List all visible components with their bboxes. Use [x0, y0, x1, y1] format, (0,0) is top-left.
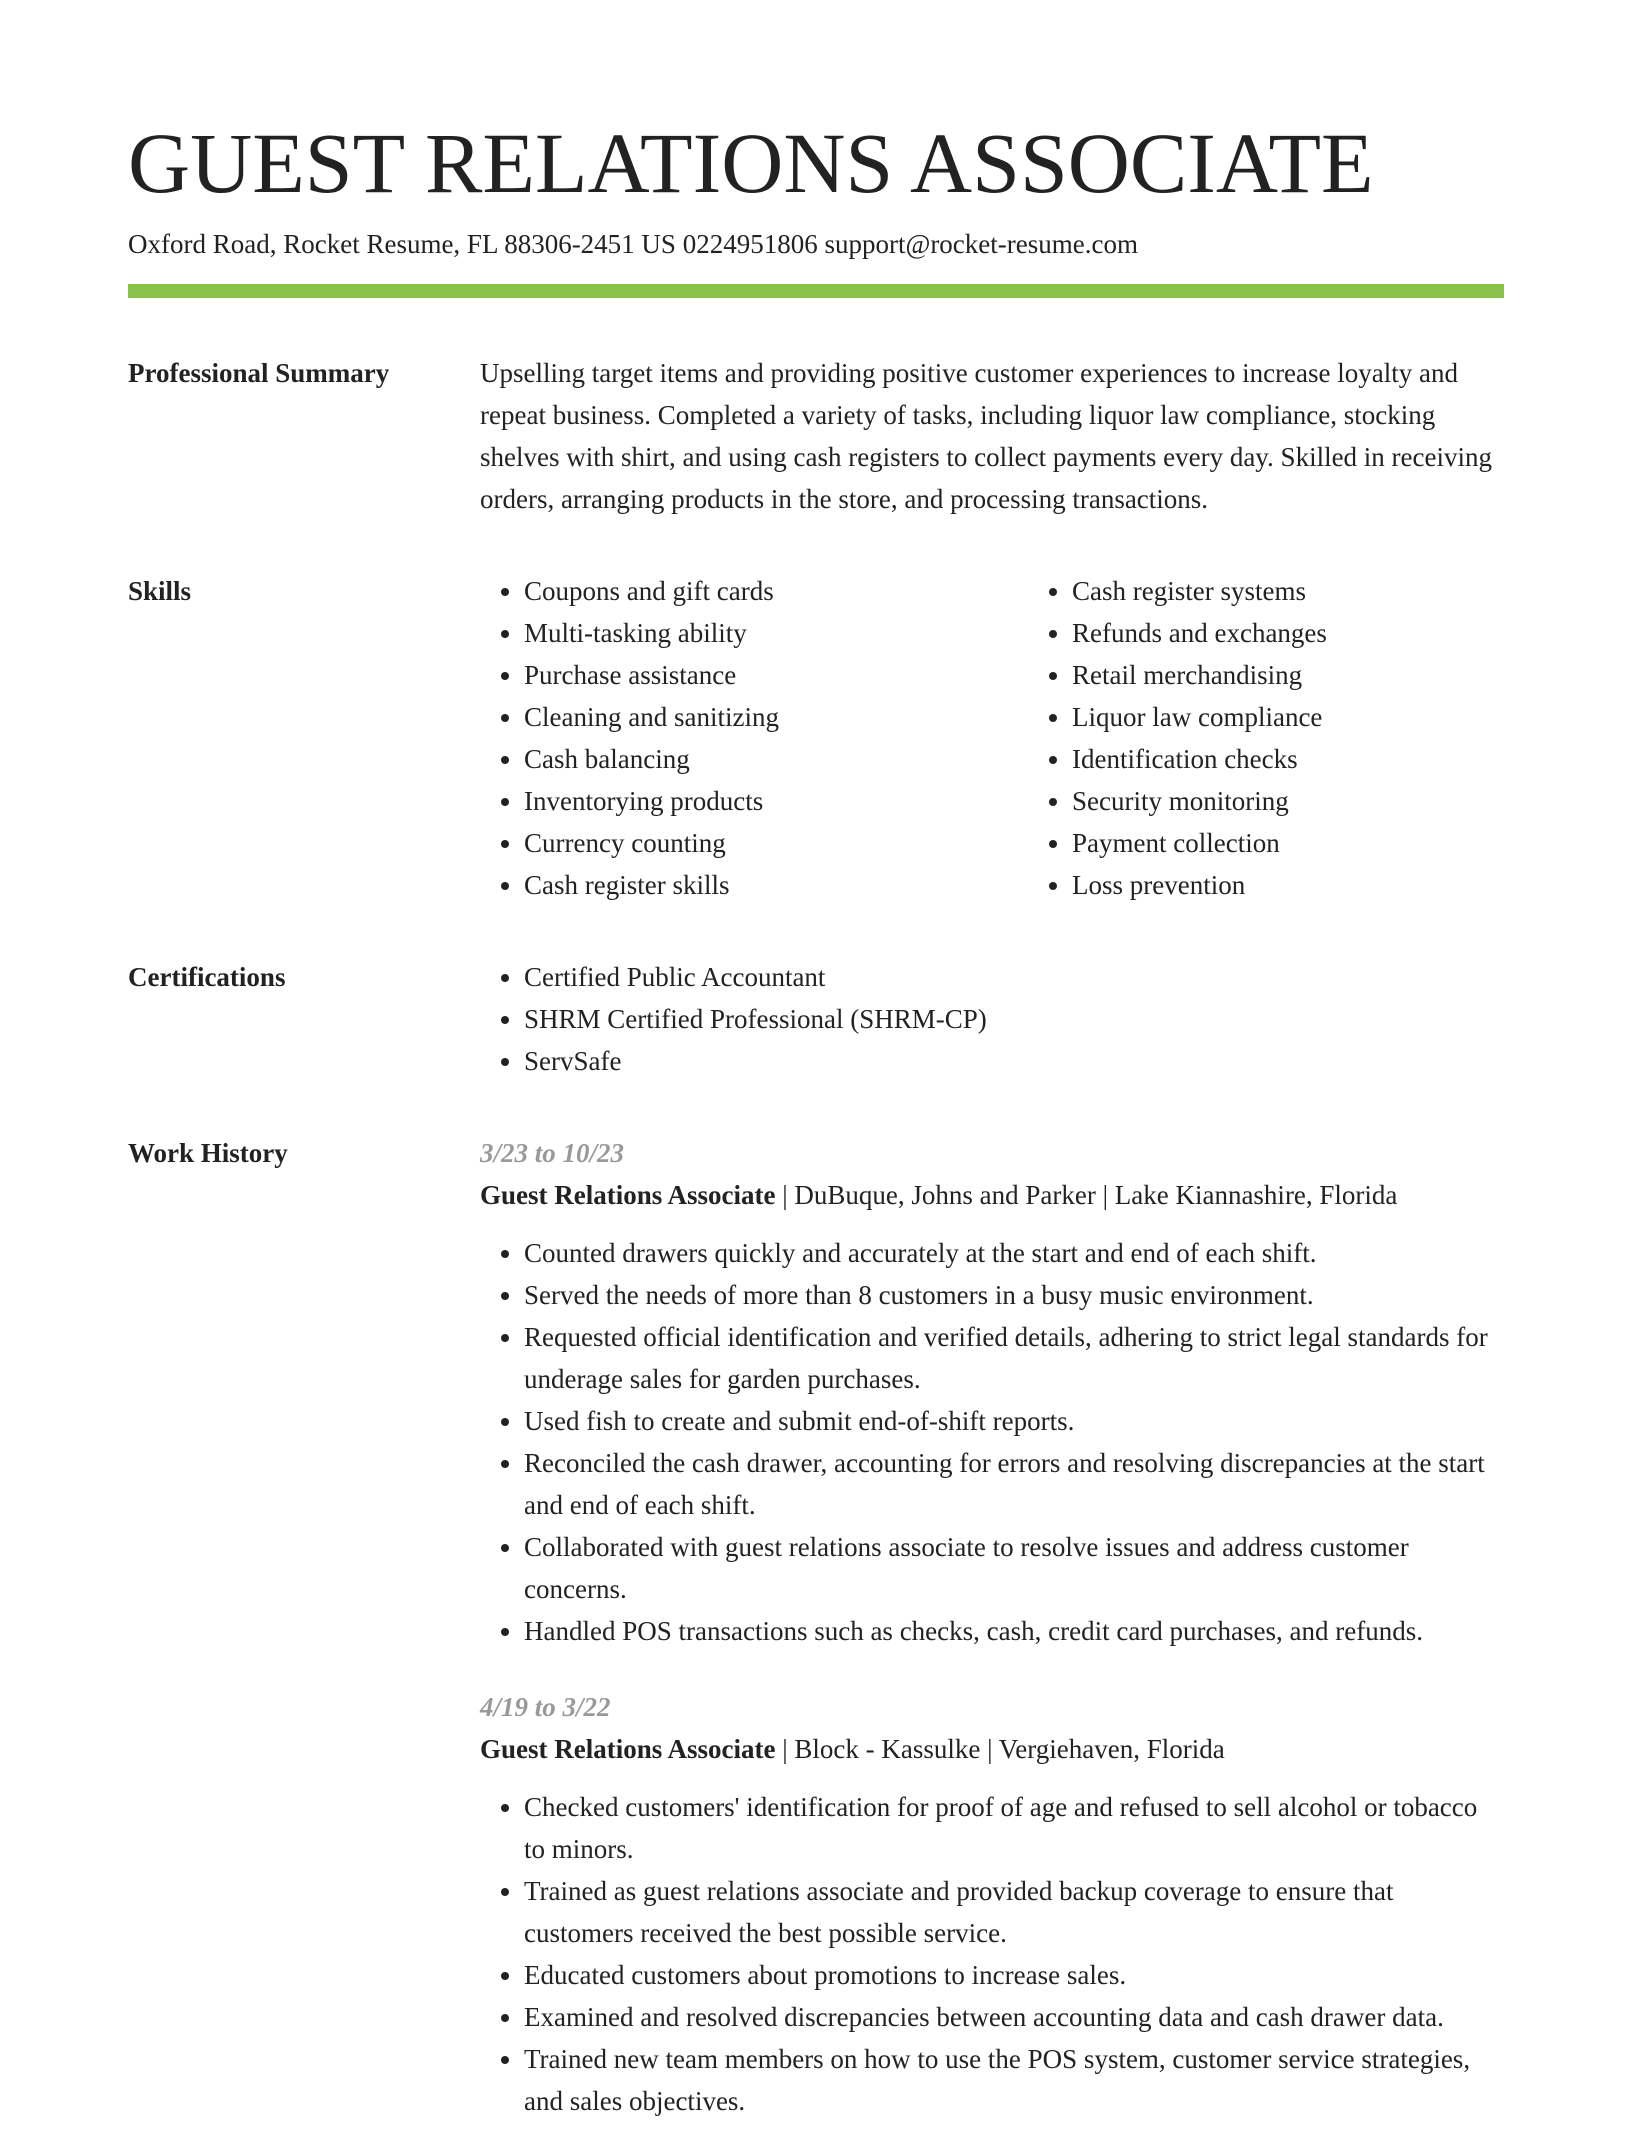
contact-line: Oxford Road, Rocket Resume, FL 88306-2451 US 0224951806 support@rocket-resume.com	[128, 229, 1138, 259]
section-title-work-history: Work History	[128, 1138, 288, 1169]
resume-name: GUEST RELATIONS ASSOCIATE	[128, 115, 1374, 211]
certifications-body	[480, 956, 1504, 1082]
skill-item: • Identification checks	[1072, 738, 1532, 780]
skill-item: • Cash balancing	[524, 738, 984, 780]
certification-item: • SHRM Certified Professional (SHRM-CP)	[524, 998, 1504, 1040]
job-title: Guest Relations Associate	[480, 1180, 776, 1211]
job-bullet: • Reconciled the cash drawer, accounting for errors and resolving discrepancies at the start and end of each shift.	[524, 1442, 1504, 1526]
job-bullet: • Checked customers' identification for proof of age and refused to sell alcohol or tobacco to minors.	[524, 1786, 1504, 1870]
job-bullet: • Collaborated with guest relations associate to resolve issues and address customer concerns.	[524, 1526, 1504, 1610]
skill-item: • Liquor law compliance	[1072, 696, 1532, 738]
job-details: | DuBuque, Johns and Parker | Lake Kiannashire, Florida	[775, 1180, 1398, 1211]
job-bullet: • Counted drawers quickly and accurately at the start and end of each shift.	[524, 1232, 1504, 1274]
job-bullet: • Served the needs of more than 8 customers in a busy music environment.	[524, 1274, 1504, 1316]
job-bullet: • Used fish to create and submit end-of-shift reports.	[524, 1400, 1504, 1442]
job-bullets	[480, 1786, 1504, 2122]
work-history-section	[128, 1132, 1504, 2156]
job-bullet: • Trained new team members on how to use the POS system, customer service strategies, and sales objectives.	[524, 2038, 1504, 2122]
job-bullet: • Educated customers about promotions to increase sales.	[524, 1954, 1504, 1996]
certification-item: • ServSafe	[524, 1040, 1504, 1082]
skills-list-left	[480, 570, 984, 906]
job-entry	[480, 1132, 1504, 1652]
skill-item: • Security monitoring	[1072, 780, 1532, 822]
job-bullet: • Trained as guest relations associate and provided backup coverage to ensure that customers received the best possible service.	[524, 1870, 1504, 1954]
skill-item: • Loss prevention	[1072, 864, 1532, 906]
job-bullets	[480, 1232, 1504, 1652]
certifications-section	[128, 956, 1504, 1082]
work-history-body	[480, 1132, 1504, 2156]
job-details: | Block - Kassulke | Vergiehaven, Florida	[775, 1734, 1225, 1765]
section-title-summary: Professional Summary	[128, 358, 390, 389]
skill-item: • Retail merchandising	[1072, 654, 1532, 696]
skill-item: • Purchase assistance	[524, 654, 984, 696]
job-title-line	[480, 1174, 1504, 1216]
summary-section	[128, 352, 1504, 520]
job-title-line	[480, 1728, 1504, 1770]
job-bullet: • Handled POS transactions such as checks, cash, credit card purchases, and refunds.	[524, 1610, 1504, 1652]
job-entry	[480, 1686, 1504, 2122]
job-bullet: • Requested official identification and verified details, adhering to strict legal standards for underage sales for garden purchases.	[524, 1316, 1504, 1400]
section-title-skills: Skills	[128, 576, 192, 607]
job-dates: 3/23 to 10/23	[480, 1138, 625, 1169]
summary-text: Upselling target items and providing positive customer experiences to increase loyalty and repeat business. Completed a variety of tasks, including liquor law compliance, stocking shelves with shirt, and using cash registers to collect payments every day. Skilled in receiving orders, arranging products in the store, and processing transactions.	[480, 358, 1492, 515]
skill-item: • Currency counting	[524, 822, 984, 864]
skills-body	[480, 570, 1504, 906]
certifications-list	[480, 956, 1504, 1082]
job-bullet: • Examined and resolved discrepancies between accounting data and cash drawer data.	[524, 1996, 1504, 2038]
skill-item: • Refunds and exchanges	[1072, 612, 1532, 654]
job-dates: 4/19 to 3/22	[480, 1692, 611, 1723]
section-title-certifications: Certifications	[128, 962, 286, 993]
job-title: Guest Relations Associate	[480, 1734, 776, 1765]
skills-section	[128, 570, 1504, 906]
summary-body	[480, 352, 1504, 520]
skill-item: • Cleaning and sanitizing	[524, 696, 984, 738]
skills-list-right	[1028, 570, 1532, 906]
skill-item: • Cash register systems	[1072, 570, 1532, 612]
certification-item: • Certified Public Accountant	[524, 956, 1504, 998]
skill-item: • Cash register skills	[524, 864, 984, 906]
skill-item: • Inventorying products	[524, 780, 984, 822]
skill-item: • Payment collection	[1072, 822, 1532, 864]
skill-item: • Multi-tasking ability	[524, 612, 984, 654]
skill-item: • Coupons and gift cards	[524, 570, 984, 612]
header-divider	[128, 284, 1504, 298]
